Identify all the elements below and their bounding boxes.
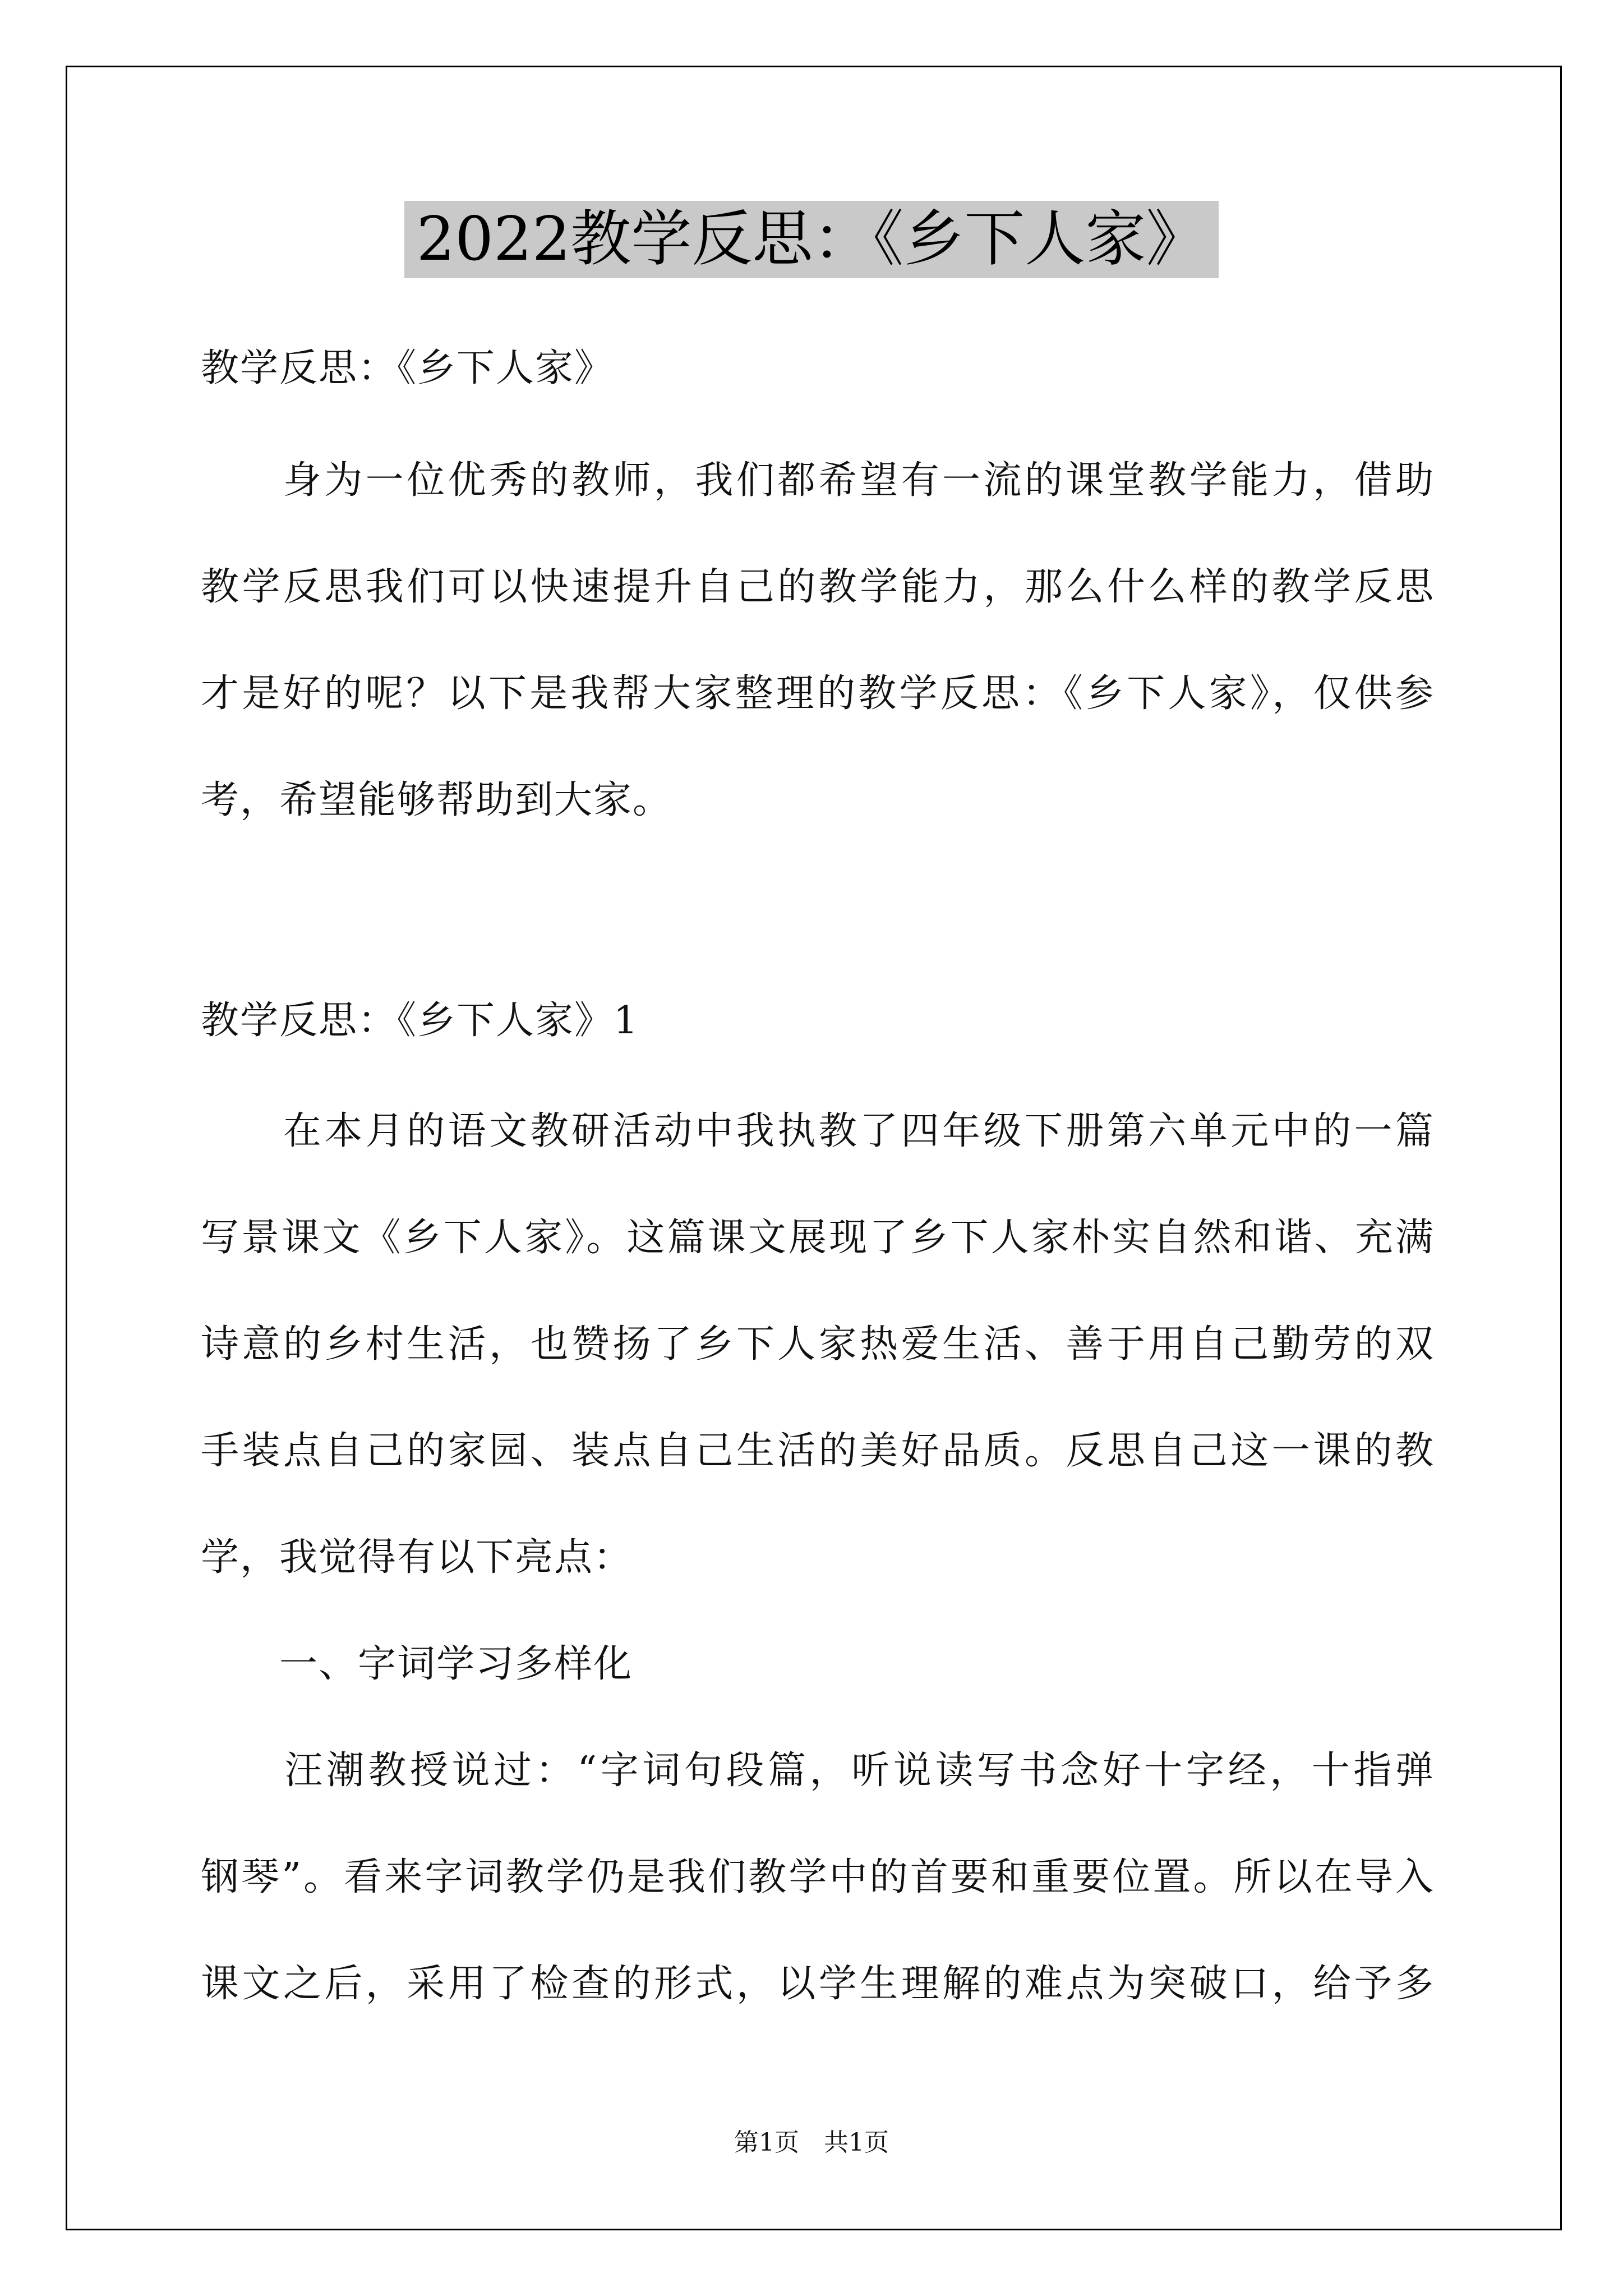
title-container — [0, 201, 1623, 278]
section-title: 教学反思：《乡下人家》1 — [201, 999, 639, 1043]
page-footer: 第1页 共1页 — [734, 2128, 889, 2157]
paragraph-line: 汪潮教授说过：“字词句段篇，听说读写书念好十字经，十指弹 — [201, 1749, 1435, 1793]
intro-line: 教学反思我们可以快速提升自己的教学能力，那么什么样的教学反思 — [201, 565, 1435, 609]
paragraph-line: 课文之后，采用了检查的形式，以学生理解的难点为突破口，给予多 — [201, 1962, 1435, 2006]
subtitle: 教学反思：《乡下人家》 — [201, 346, 614, 390]
intro-line: 才是好的呢？以下是我帮大家整理的教学反思：《乡下人家》，仅供参 — [201, 671, 1435, 716]
paragraph-line: 手装点自己的家园、装点自己生活的美好品质。反思自己这一课的教 — [201, 1429, 1435, 1473]
paragraph-line: 学，我觉得有以下亮点： — [201, 1535, 633, 1580]
paragraph-line: 写景课文《乡下人家》。这篇课文展现了乡下人家朴实自然和谐、充满 — [201, 1216, 1435, 1260]
paragraph-line: 钢琴”。看来字词教学仍是我们教学中的首要和重要位置。所以在导入 — [201, 1855, 1435, 1899]
intro-line: 考，希望能够帮助到大家。 — [201, 778, 672, 822]
intro-line: 身为一位优秀的教师，我们都希望有一流的课堂教学能力，借助 — [201, 458, 1435, 503]
section-heading: 一、字词学习多样化 — [201, 1642, 633, 1686]
paragraph-line: 诗意的乡村生活，也赞扬了乡下人家热爱生活、善于用自己勤劳的双 — [201, 1322, 1435, 1366]
document-title: 2022教学反思：《乡下人家》 — [404, 201, 1219, 278]
paragraph-line: 在本月的语文教研活动中我执教了四年级下册第六单元中的一篇 — [201, 1109, 1435, 1153]
